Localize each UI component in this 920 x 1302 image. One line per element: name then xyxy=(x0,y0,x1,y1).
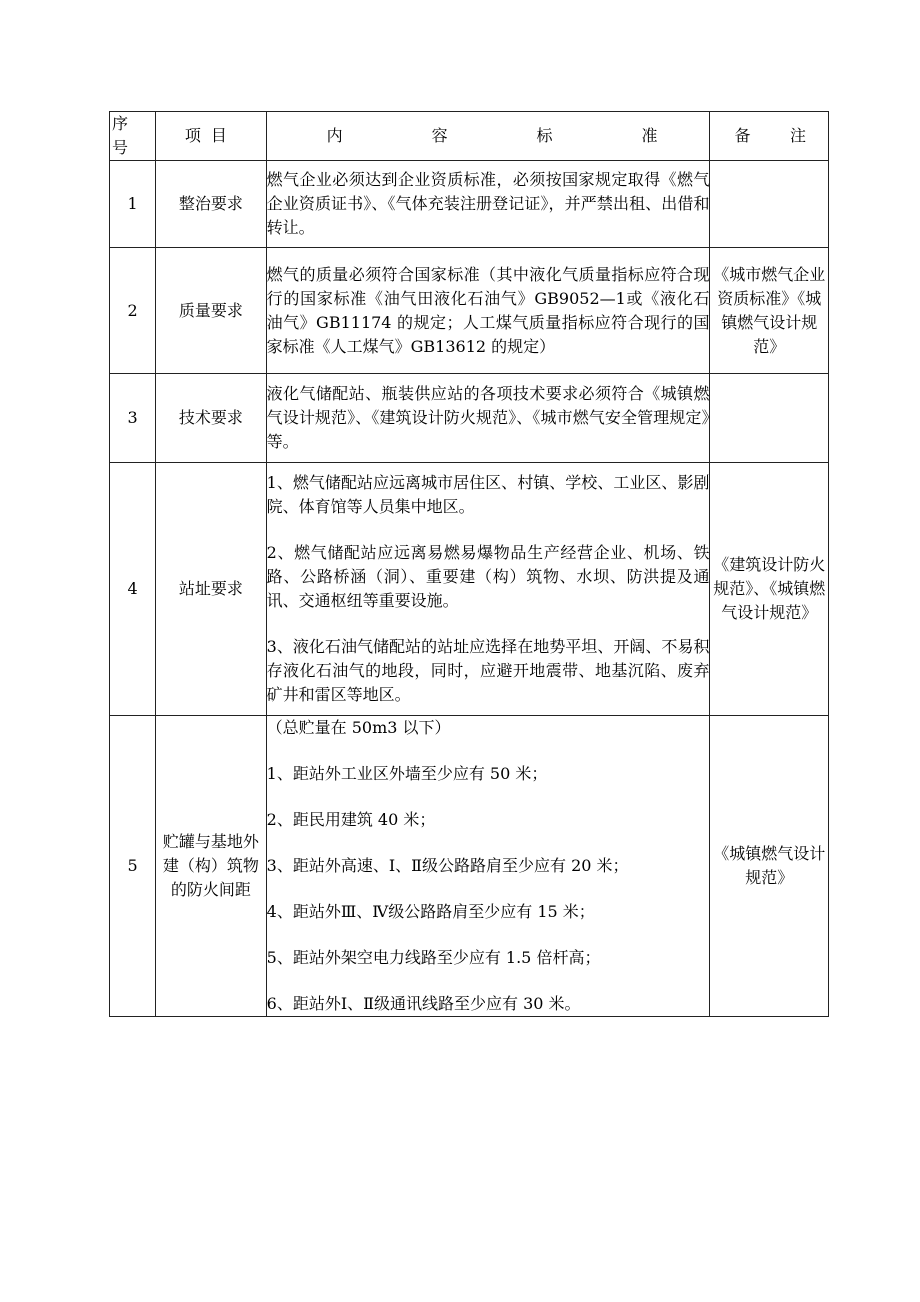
paragraph-spacer xyxy=(267,878,710,900)
header-item: 项目 xyxy=(156,112,266,161)
row-num: 2 xyxy=(110,248,156,374)
header-content-char: 内 xyxy=(326,126,343,145)
table-header-row xyxy=(110,112,829,161)
row-content xyxy=(266,463,710,716)
row-item: 整治要求 xyxy=(156,161,266,248)
header-content xyxy=(266,112,710,161)
row-content xyxy=(266,716,710,1017)
row-item: 技术要求 xyxy=(156,374,266,463)
table-row xyxy=(110,716,829,1017)
content-paragraph: 1、燃气储配站应远离城市居住区、村镇、学校、工业区、影剧院、体育馆等人员集中地区。 xyxy=(266,473,710,516)
row-content xyxy=(266,374,710,463)
header-note xyxy=(710,112,829,161)
header-content-char: 准 xyxy=(641,126,658,145)
row-num: 4 xyxy=(110,463,156,716)
paragraph-spacer xyxy=(267,519,710,541)
content-line: 3、距站外高速、Ⅰ、Ⅱ级公路路肩至少应有 20 米； xyxy=(266,856,629,875)
paragraph-spacer xyxy=(267,786,710,808)
row-content xyxy=(266,248,710,374)
content-line: 2、距民用建筑 40 米； xyxy=(266,810,436,829)
row-item: 贮罐与基地外建（构）筑物的防火间距 xyxy=(156,716,266,1017)
content-paragraph: 液化气储配站、瓶装供应站的各项技术要求必须符合《城镇燃气设计规范》、《建筑设计防火规范》、《城市燃气安全管理规定》等。 xyxy=(266,384,710,451)
header-num: 序号 xyxy=(110,112,156,161)
header-content-char: 标 xyxy=(536,126,553,145)
row-note: 《建筑设计防火规范》、《城镇燃气设计规范》 xyxy=(710,463,829,716)
paragraph-spacer xyxy=(267,924,710,946)
content-paragraph: 3、液化石油气储配站的站址应选择在地势平坦、开阔、不易积存液化石油气的地段，同时，应避开地震带、地基沉陷、废弃矿井和雷区等地区。 xyxy=(266,637,710,704)
content-line: 5、距站外架空电力线路至少应有 1.5 倍杆高； xyxy=(266,948,601,967)
paragraph-spacer xyxy=(267,740,710,762)
paragraph-spacer xyxy=(267,613,710,635)
header-note-char: 备 xyxy=(734,126,751,145)
table-row xyxy=(110,463,829,716)
row-item: 站址要求 xyxy=(156,463,266,716)
row-num: 3 xyxy=(110,374,156,463)
row-num: 5 xyxy=(110,716,156,1017)
standards-table xyxy=(109,111,829,1017)
row-num: 1 xyxy=(110,161,156,248)
header-content-char: 容 xyxy=(431,126,448,145)
table-row xyxy=(110,374,829,463)
header-note-char: 注 xyxy=(789,126,806,145)
row-note: 《城镇燃气设计规范》 xyxy=(710,716,829,1017)
row-note xyxy=(710,161,829,248)
content-line: （总贮量在 50m3 以下） xyxy=(266,718,451,737)
content-paragraph: 燃气企业必须达到企业资质标准，必须按国家规定取得《燃气企业资质证书》、《气体充装注册登记证》，并严禁出租、出借和转让。 xyxy=(266,170,710,237)
row-note: 《城市燃气企业资质标准》《城镇燃气设计规范》 xyxy=(710,248,829,374)
content-paragraph: 2、燃气储配站应远离易燃易爆物品生产经营企业、机场、铁路、公路桥涵（洞）、重要建（构）筑物、水坝、防洪提及通讯、交通枢纽等重要设施。 xyxy=(266,543,710,610)
content-line: 4、距站外Ⅲ、Ⅳ级公路路肩至少应有 15 米； xyxy=(266,902,595,921)
content-line: 1、距站外工业区外墙至少应有 50 米； xyxy=(266,764,548,783)
row-note xyxy=(710,374,829,463)
table-row xyxy=(110,161,829,248)
paragraph-spacer xyxy=(267,970,710,992)
content-line: 6、距站外Ⅰ、Ⅱ级通讯线路至少应有 30 米。 xyxy=(266,994,581,1013)
paragraph-spacer xyxy=(267,832,710,854)
table-row xyxy=(110,248,829,374)
content-paragraph: 燃气的质量必须符合国家标准（其中液化气质量指标应符合现行的国家标准《油气田液化石油气》GB9052—1或《液化石油气》GB11174 的规定；人工煤气质量指标应符合现行的国家标准《人工煤气》GB13612 的规定） xyxy=(266,264,710,356)
row-content xyxy=(266,161,710,248)
row-item: 质量要求 xyxy=(156,248,266,374)
